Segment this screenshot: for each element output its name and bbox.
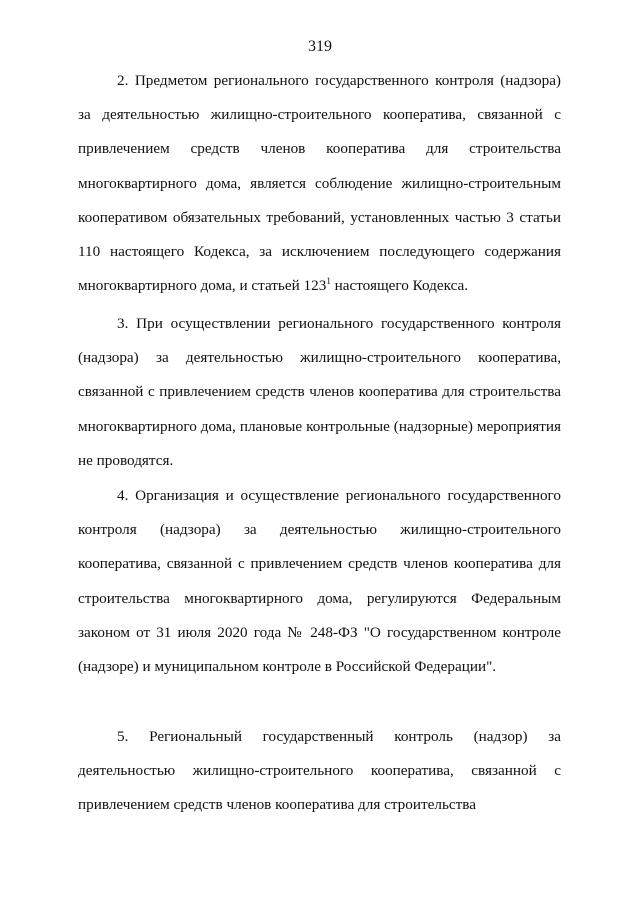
paragraph-5: 5. Региональный государственный контроль (надзор) за деятельностью жилищно-строительного кооператива, связанной с привлечением средств членов кооператива для строительства: [78, 728, 561, 814]
superscript-1: 1: [326, 276, 331, 287]
paragraph-2: [78, 64, 561, 303]
paragraph-2-text: 2. Предметом регионального государственного контроля (надзора) за деятельностью жилищно-строительного кооператива, связанной с привлечением средств членов кооператива для строительства многоквартирного дома, является соблюдение жилищно-строительным кооперативом обязательных требований, установленных частью 3 статьи 110 настоящего Кодекса, за исключением последующего содержания многоквартирного дома, и статьей 123: [78, 72, 561, 295]
paragraph-2-text-end: настоящего Кодекса.: [330, 277, 469, 295]
paragraph-3: 3. При осуществлении регионального государственного контроля (надзора) за деятельностью жилищно-строительного кооператива, связанной с привлечением средств членов кооператива для строительства многоквартирного дома, плановые контрольные (надзорные) мероприятия не проводятся.: [78, 315, 561, 469]
page-number: 319: [308, 38, 332, 55]
paragraph-4: 4. Организация и осуществление регионального государственного контроля (надзора) за деятельностью жилищно-строительного кооператива, связанной с привлечением средств членов кооператива для строительства многоквартирного дома, регулируются Федеральным законом от 31 июля 2020 года № 248-ФЗ "О государственном контроле (надзоре) и муниципальном контроле в Российской Федерации".: [78, 487, 561, 676]
